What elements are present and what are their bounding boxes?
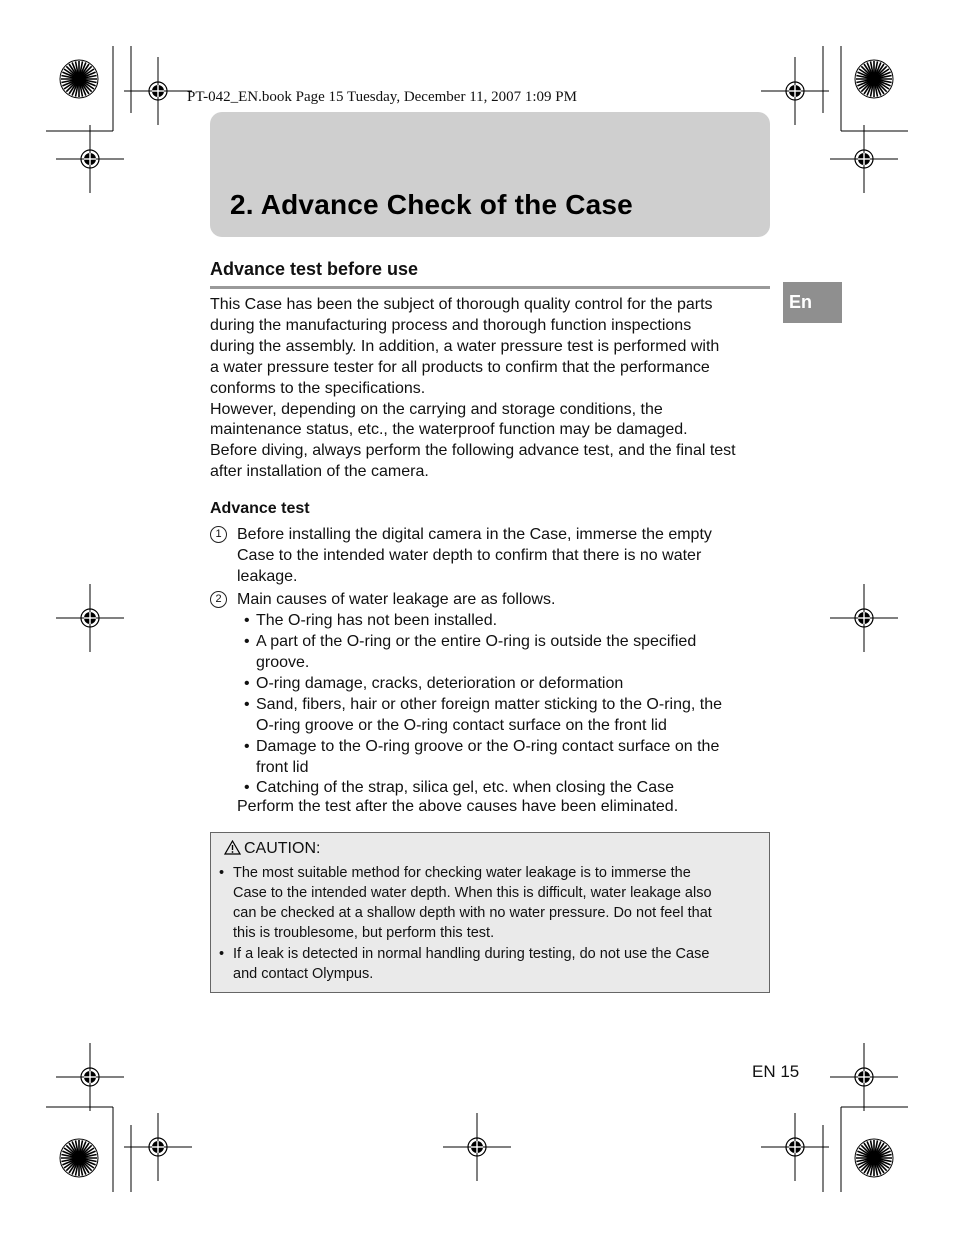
section-title: Advance test before use (210, 259, 419, 279)
step-number: 1 (210, 526, 227, 543)
intro-line: conforms to the specifications. (210, 380, 426, 397)
caution-heading (224, 840, 320, 858)
step-text (237, 524, 772, 587)
intro-line: This Case has been the subject of thorough quality control for the parts (210, 296, 713, 313)
bullet-icon: • (219, 865, 225, 881)
cause-line: Damage to the O-ring groove or the O-ring contact surface on the (256, 738, 720, 755)
cause-line: Sand, fibers, hair or other foreign matter sticking to the O-ring, the (256, 696, 722, 713)
section-rule (210, 286, 770, 289)
step-number: 2 (210, 591, 227, 608)
step-line: Case to the intended water depth to confirm that there is no water (237, 547, 702, 564)
bullet-icon: • (244, 675, 250, 692)
step-item (210, 524, 775, 587)
cause-line: O-ring groove or the O-ring contact surface on the front lid (256, 717, 667, 734)
caution-line: can be checked at a shallow depth with no water pressure. Do not feel that (233, 905, 712, 921)
caution-line: and contact Olympus. (233, 966, 374, 982)
caution-label: CAUTION: (244, 840, 321, 857)
bullet-icon: • (244, 633, 250, 650)
step-text (237, 589, 772, 610)
cause-line: front lid (256, 759, 309, 776)
caution-line: Case to the intended water depth. When this is difficult, water leakage also (233, 885, 712, 901)
intro-line: during the manufacturing process and thorough function inspections (210, 317, 692, 334)
step-line: Main causes of water leakage are as follows. (237, 591, 556, 608)
cause-line: Catching of the strap, silica gel, etc. when closing the Case (256, 779, 674, 796)
intro-line: maintenance status, etc., the waterproof function may be damaged. (210, 421, 688, 438)
intro-line: However, depending on the carrying and storage conditions, the (210, 401, 663, 418)
caution-line: this is troublesome, but perform this test. (233, 925, 495, 941)
step-line: Before installing the digital camera in the Case, immerse the empty (237, 526, 712, 543)
chapter-title: 2. Advance Check of the Case (230, 189, 633, 220)
closing-instruction: Perform the test after the above causes have been eliminated. (237, 798, 679, 815)
language-tab: En (783, 282, 842, 323)
intro-line: Before diving, always perform the following advance test, and the final test (210, 442, 736, 459)
cause-line: groove. (256, 654, 310, 671)
bullet-icon: • (219, 946, 225, 962)
intro-line: after installation of the camera. (210, 463, 429, 480)
warning-triangle-icon (224, 840, 241, 855)
caution-line: If a leak is detected in normal handling during testing, do not use the Case (233, 946, 710, 962)
step-item (210, 589, 775, 610)
cause-line: A part of the O-ring or the entire O-ring is outside the specified (256, 633, 697, 650)
cause-line: The O-ring has not been installed. (256, 612, 498, 629)
page-number: EN 15 (752, 1062, 800, 1081)
intro-line: a water pressure tester for all products to confirm that the performance (210, 359, 710, 376)
advance-test-heading: Advance test (210, 500, 310, 517)
bullet-icon: • (244, 696, 250, 713)
bullet-icon: • (244, 612, 250, 629)
intro-line: during the assembly. In addition, a water pressure test is performed with (210, 338, 720, 355)
step-line: leakage. (237, 568, 298, 585)
cause-line: O-ring damage, cracks, deterioration or deformation (256, 675, 624, 692)
bullet-icon: • (244, 779, 250, 796)
bullet-icon: • (244, 738, 250, 755)
book-slug: PT-042_EN.book Page 15 Tuesday, December 11, 2007 1:09 PM (187, 89, 577, 105)
caution-line: The most suitable method for checking water leakage is to immerse the (233, 865, 691, 881)
